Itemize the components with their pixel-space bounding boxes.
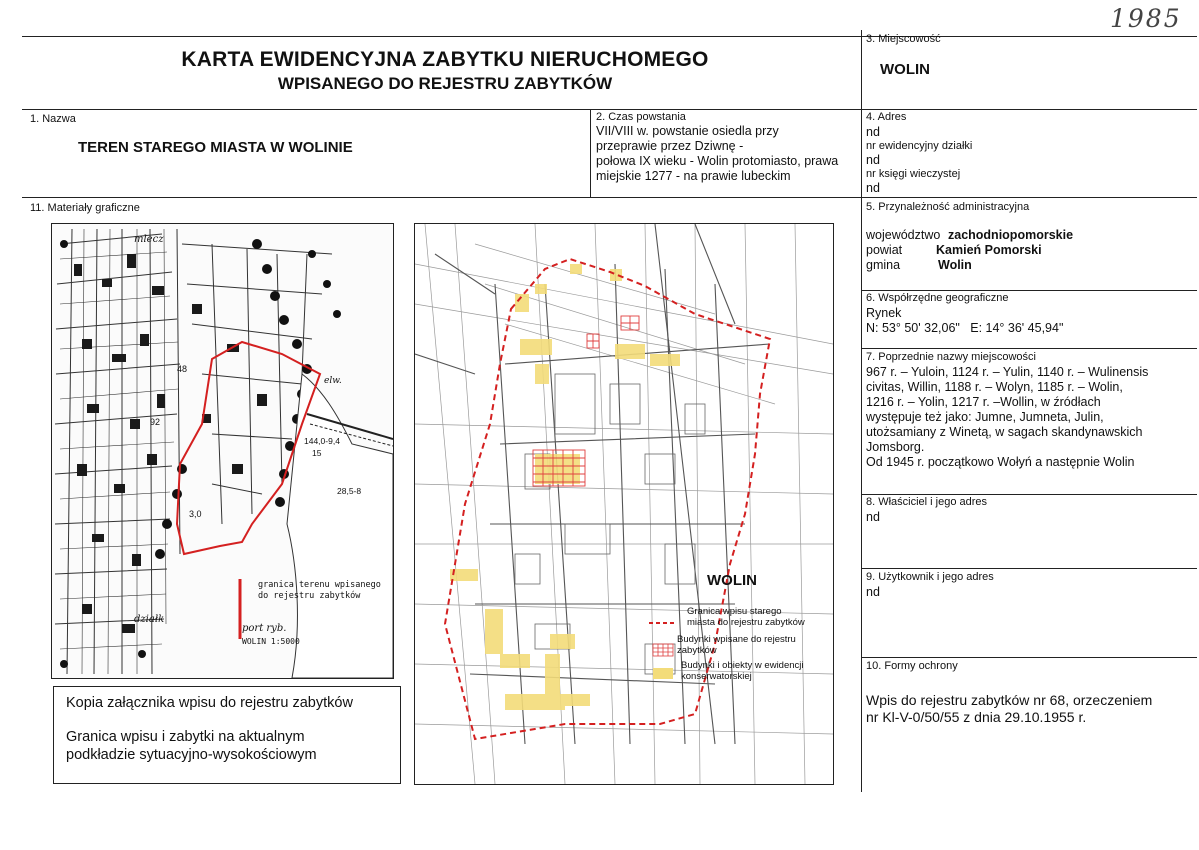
- historic-map-label-28: 28,5-8: [337, 486, 362, 496]
- historic-map-label-scale: WOLIN 1:5000: [242, 637, 300, 646]
- page-number: 1985: [1110, 4, 1182, 33]
- voivodeship-value: zachodniopomorskie: [948, 228, 1074, 242]
- field10-label: 10. Formy ochrony: [866, 660, 958, 672]
- field2-label: 2. Czas powstania: [596, 111, 686, 123]
- field3-value: WOLIN: [880, 61, 930, 78]
- historic-map-label-92: 92: [150, 417, 161, 427]
- field10-line-2: nr Kl-V-0/50/55 z dnia 29.10.1955 r.: [866, 709, 1087, 725]
- historic-map-drawing: [52, 224, 393, 678]
- field7-line-7: Od 1945 r. początkowo Wołyń a następnie Wolin: [866, 455, 1135, 469]
- field9-label: 9. Użytkownik i jego adres: [866, 571, 994, 583]
- historic-map-label-48: 48: [177, 364, 188, 374]
- field5-label: 5. Przynależność administracyjna: [866, 201, 1030, 213]
- field11-label: 11. Materiały graficzne: [30, 202, 140, 214]
- historic-map: [51, 223, 394, 679]
- commune-value: Wolin: [938, 258, 972, 272]
- field6-label: 6. Współrzędne geograficzne: [866, 292, 1009, 304]
- historic-map-label-port: port ryb.: [242, 623, 287, 634]
- field8-value: nd: [866, 510, 880, 524]
- field6-coords: N: 53° 50' 32,06" E: 14° 36' 45,94": [866, 321, 1064, 335]
- field1-label: 1. Nazwa: [30, 113, 76, 125]
- field2-line-3: połowa IX wieku - Wolin protomiasto, prawa: [596, 154, 839, 168]
- col-rule-main: [861, 30, 862, 792]
- legend-item-2-line2: zabytków: [677, 645, 717, 656]
- row-rule-2: [22, 197, 1197, 198]
- county-value: Kamień Pomorski: [936, 243, 1042, 257]
- commune-label: gmina: [866, 258, 901, 272]
- caption-box: [53, 686, 401, 784]
- current-map: [414, 223, 834, 785]
- voivodeship-label: województwo: [866, 228, 941, 242]
- right-rule-8: [861, 568, 1197, 569]
- field7-line-1: 967 r. – Yuloin, 1124 r. – Yulin, 1140 r. – Wulinensis: [866, 365, 1149, 379]
- historic-map-label-30: 3,0: [189, 509, 202, 519]
- field4-label: 4. Adres: [866, 111, 907, 123]
- historic-map-label-1440: 144,0-9,4: [304, 436, 340, 446]
- historic-map-label-elw: elw.: [324, 376, 342, 386]
- field7-line-3: 1216 r. – Yolin, 1217 r. –Wollin, w źródłach: [866, 395, 1101, 409]
- row-rule-1: [22, 109, 1197, 110]
- caption-line1: Kopia załącznika wpisu do rejestru zabytków: [66, 695, 353, 711]
- legend-item-3-line2: konserwatorskiej: [681, 671, 752, 682]
- field9-value: nd: [866, 585, 880, 599]
- card-subtitle: WPISANEGO DO REJESTRU ZABYTKÓW: [277, 74, 613, 93]
- historic-map-label-mlecz: mlecz: [134, 234, 164, 245]
- field6-place: Rynek: [866, 306, 902, 320]
- legend-item-1-line2: miasta do rejestru zabytków: [687, 617, 805, 628]
- right-rule-9: [861, 657, 1197, 658]
- caption-line3: podkładzie sytuacyjno-wysokościowym: [66, 747, 317, 763]
- legend-item-3-line1: Budynki i obiekty w ewidencji: [681, 660, 804, 671]
- historic-map-legend-line1: granica terenu wpisanego: [258, 580, 381, 590]
- current-map-town: WOLIN: [707, 572, 757, 589]
- legend-item-2-line1: Budynki wpisane do rejestru: [677, 634, 796, 645]
- field2-line-1: VII/VIII w. powstanie osiedla przy: [596, 124, 779, 138]
- field2-line-4: miejskie 1277 - na prawie lubeckim: [596, 169, 791, 183]
- field7-label: 7. Poprzednie nazwy miejscowości: [866, 351, 1036, 363]
- right-rule-5: [861, 290, 1197, 291]
- historic-map-label-dzialk: działk: [134, 614, 165, 625]
- field7-line-6: Jomsborg.: [866, 440, 925, 454]
- county-label: powiat: [866, 243, 903, 257]
- field4-book-value: nd: [866, 181, 880, 195]
- field8-label: 8. Właściciel i jego adres: [866, 496, 988, 508]
- caption-line2: Granica wpisu i zabytki na aktualnym: [66, 729, 305, 745]
- field7-line-4: występuje też jako: Jumne, Jumneta, Julin,: [866, 410, 1104, 424]
- field4-parcel-label: nr ewidencyjny działki: [866, 140, 973, 152]
- field2-line-2: przeprawie przez Dziwnę -: [596, 139, 744, 153]
- field4-value: nd: [866, 125, 880, 139]
- field7-line-2: civitas, Willin, 1188 r. – Wolyn, 1185 r. – Wolin,: [866, 380, 1123, 394]
- current-map-drawing: [415, 224, 833, 784]
- card-title: KARTA EWIDENCYJNA ZABYTKU NIERUCHOMEGO: [181, 48, 709, 71]
- legend-item-1-line1: Granica wpisu starego: [687, 606, 782, 617]
- right-rule-6: [861, 348, 1197, 349]
- field10-line-1: Wpis do rejestru zabytków nr 68, orzeczeniem: [866, 692, 1153, 708]
- field4-parcel-value: nd: [866, 153, 880, 167]
- top-rule: [22, 36, 1197, 37]
- historic-map-legend-line2: do rejestru zabytków: [258, 591, 361, 601]
- field1-value: TEREN STAREGO MIASTA W WOLINIE: [78, 139, 353, 156]
- right-rule-7: [861, 494, 1197, 495]
- field4-book-label: nr księgi wieczystej: [866, 168, 961, 180]
- field7-line-5: utożsamiany z Winetą, w sagach skandynawskich: [866, 425, 1143, 439]
- field3-label: 3. Miejscowość: [866, 33, 941, 45]
- historic-map-label-15: 15: [312, 448, 322, 458]
- col-rule-date: [590, 109, 591, 197]
